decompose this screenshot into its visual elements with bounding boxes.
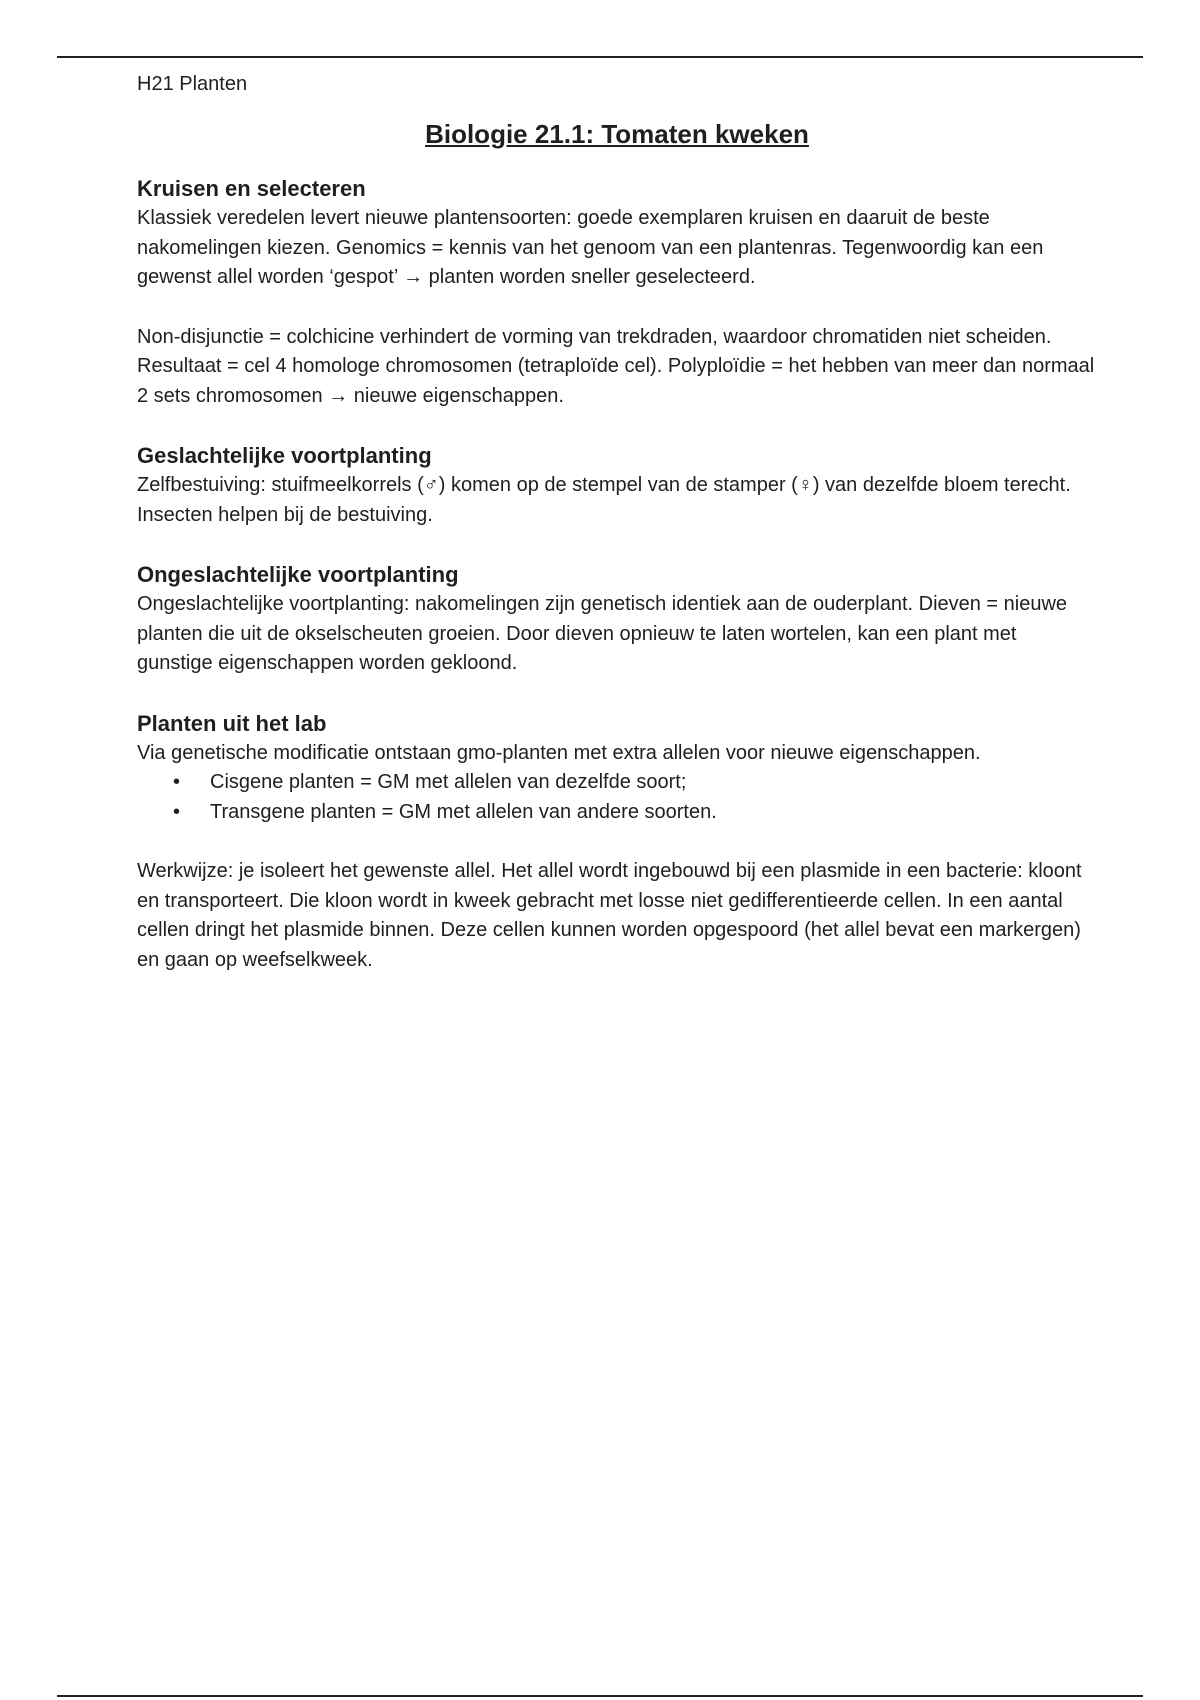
list-item-text: Cisgene planten = GM met allelen van dezelfde soort; bbox=[210, 771, 687, 793]
section-heading: Ongeslachtelijke voortplanting bbox=[137, 562, 459, 587]
page-title: Biologie 21.1: Tomaten kweken bbox=[425, 119, 809, 149]
chapter-label: H21 Planten bbox=[137, 73, 248, 95]
section-geslachtelijke-voortplanting bbox=[137, 441, 1097, 530]
document-body bbox=[137, 68, 1097, 975]
section-heading: Planten uit het lab bbox=[137, 710, 327, 736]
bullet-icon: • bbox=[173, 771, 181, 793]
bullet-icon: • bbox=[173, 800, 181, 823]
paragraph-klassiek-veredelen: Klassiek veredelen levert nieuwe plantensoorten: goede exemplaren kruisen en daaruit de beste nakomelingen kiezen. Genomics = kennis van het genoom van een plantenras. Tegenwoordig kan een gewenst allel worden ‘gespot’ → planten worden sneller geselecteerd. bbox=[137, 207, 1044, 288]
paragraph-zelfbestuiving: Zelfbestuiving: stuifmeelkorrels (♂) komen op de stempel van de stamper (♀) van dezelfde bloem terecht. Insecten helpen bij de bestuiving. bbox=[137, 474, 1071, 526]
paragraph-werkwijze: Werkwijze: je isoleert het gewenste allel. Het allel wordt ingebouwd bij een plasmide in een bacterie: kloont en transporteert. Die kloon wordt in kweek gebracht met losse niet gedifferentieerde cellen. In een aantal cellen dringt het plasmide binnen. Deze cellen kunnen worden opgespoord (het allel bevat een markergen) en gaan op weefselkweek. bbox=[137, 860, 1082, 971]
list-item bbox=[137, 768, 1097, 798]
section-ongeslachtelijke-voortplanting bbox=[137, 560, 1097, 679]
section-planten-uit-het-lab bbox=[137, 709, 1097, 976]
gm-plant-types-list bbox=[137, 768, 1097, 827]
section-heading: Geslachtelijke voortplanting bbox=[137, 443, 432, 468]
top-divider bbox=[57, 56, 1143, 58]
paragraph-ongeslachtelijke: Ongeslachtelijke voortplanting: nakomelingen zijn genetisch identiek aan de ouderplant. Dieven = nieuwe planten die uit de okselscheuten groeien. Door dieven opnieuw te laten wortelen, kan een plant met gunstige eigenschappen worden gekloond. bbox=[137, 593, 1068, 674]
paragraph-genetische-modificatie: Via genetische modificatie ontstaan gmo-planten met extra allelen voor nieuwe eigenschappen. bbox=[137, 741, 981, 764]
list-item bbox=[137, 798, 1097, 828]
bottom-divider bbox=[57, 1695, 1143, 1697]
paragraph-non-disjunctie: Non-disjunctie = colchicine verhindert de vorming van trekdraden, waardoor chromatiden niet scheiden. Resultaat = cel 4 homologe chromosomen (tetraploïde cel). Polyploïdie = het hebben van meer dan normaal 2 sets chromosomen → nieuwe eigenschappen. bbox=[137, 325, 1095, 407]
section-heading: Kruisen en selecteren bbox=[137, 176, 366, 201]
list-item-text: Transgene planten = GM met allelen van andere soorten. bbox=[210, 800, 717, 823]
section-kruisen-en-selecteren bbox=[137, 174, 1097, 411]
